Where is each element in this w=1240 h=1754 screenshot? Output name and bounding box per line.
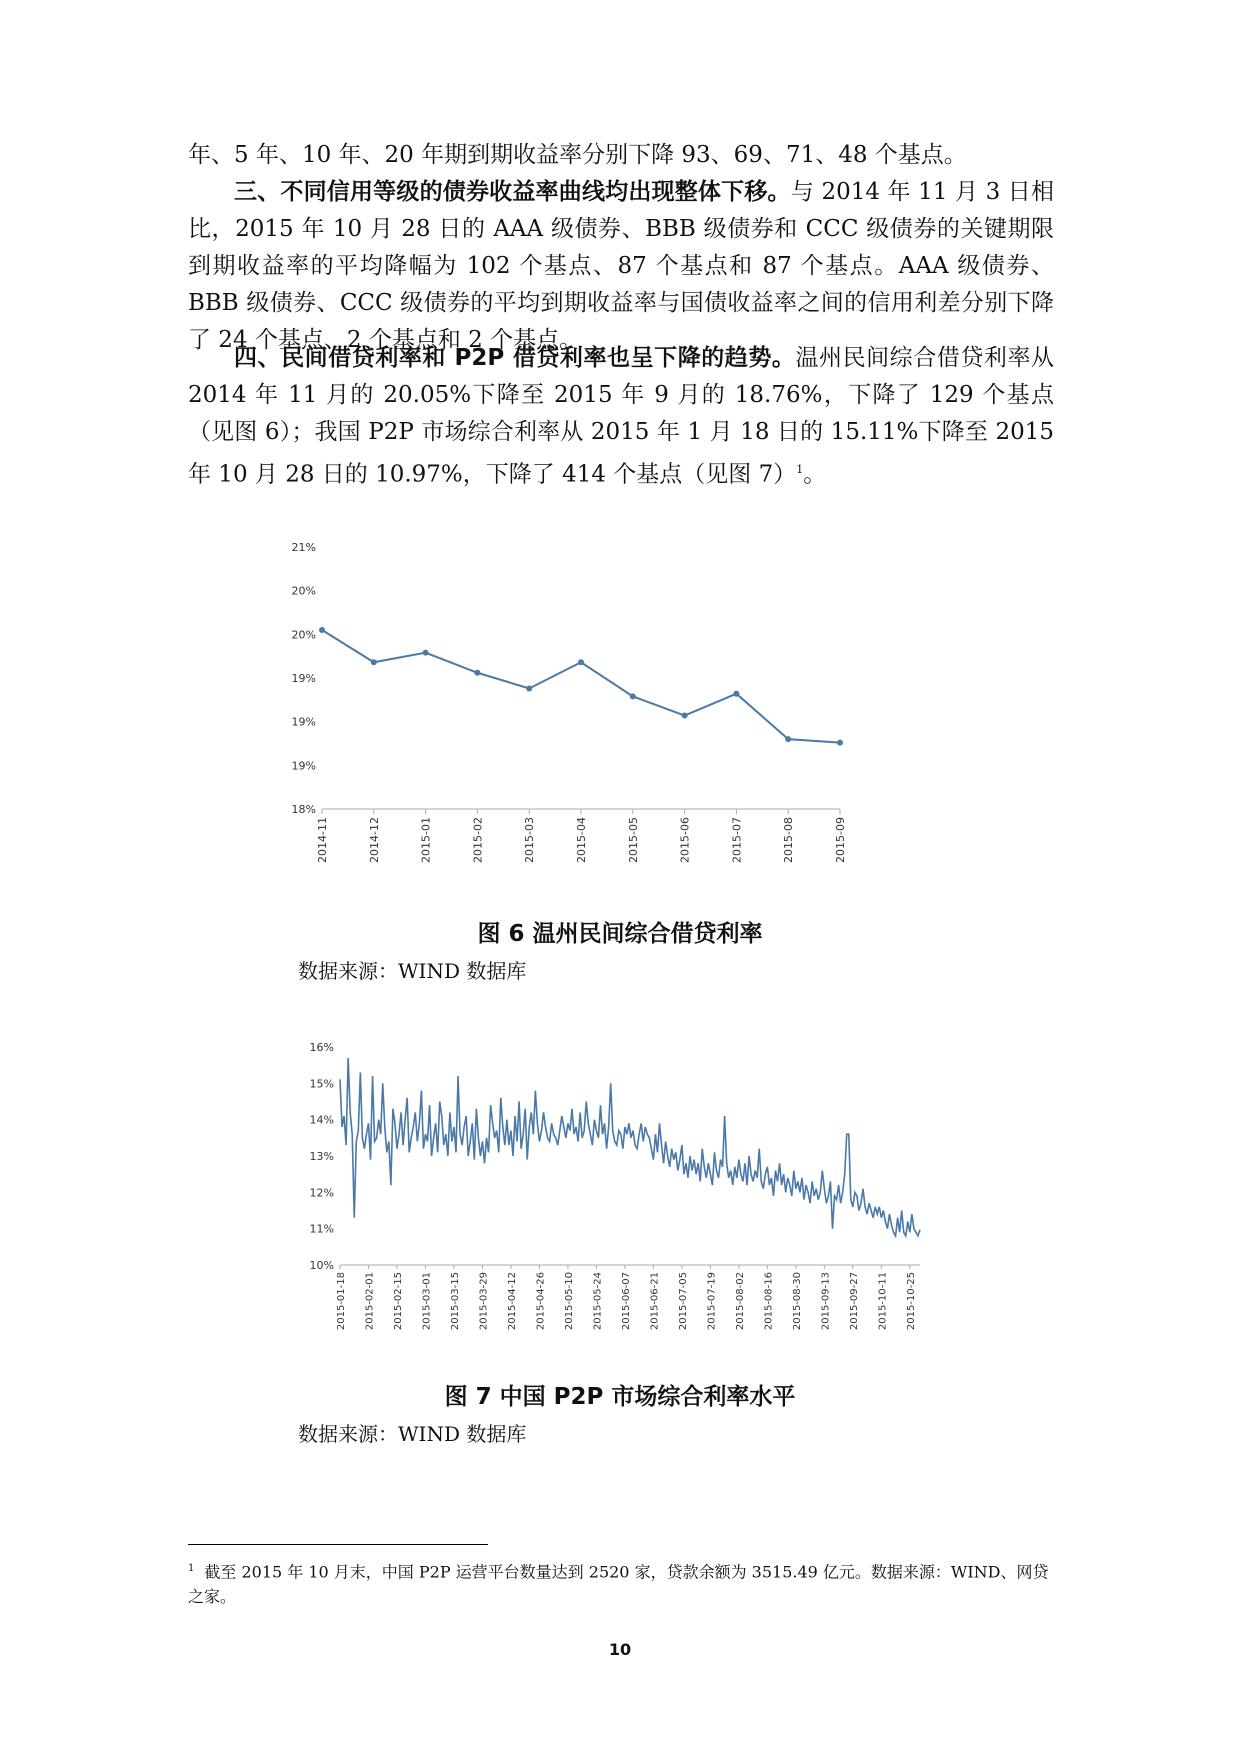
- paragraph-3-body: 温州民间综合借贷利率从 2014 年 11 月的 20.05%下降至 2015 年 9 月的 18.76%，下降了 129 个基点（见图 6）；我国 P2P 市场综合利率从 2015 年 1 月 18 日的 15.11%下降至 2015 年 10 月 28 日的 10.97%，下降了 414 个基点（见图 7）: [188, 345, 1055, 488]
- y-tick-label: 14%: [309, 1113, 334, 1127]
- paragraph-3: [188, 340, 1054, 494]
- figure-7-caption: 图 7 中国 P2P 市场综合利率水平: [444, 1384, 796, 1410]
- x-tick-label: 2015-06: [678, 817, 692, 863]
- paragraph-3-lead: 四、民间借贷利率和 P2P 借贷利率也呈下降的趋势。: [234, 345, 796, 371]
- paragraph-1: 年、5 年、10 年、20 年期到期收益率分别下降 93、69、71、48 个基点。: [188, 142, 967, 168]
- x-tick-label: 2015-04-12: [506, 1272, 518, 1331]
- paragraph-2-body: 与 2014 年 11 月 3 日相比，2015 年 10 月 28 日的 AAA 级债券、BBB 级债券和 CCC 级债券的关键期限到期收益率的平均降幅为 102 个基点、87 个基点和 87 个基点。AAA 级债券、BBB 级债券、CCC 级债券的平均到期收益率与国债收益率之间的信用利差分别下降了 24 个基点、2 个基点和 2 个基点。: [188, 179, 1055, 353]
- x-tick-label: 2015-05-10: [563, 1272, 575, 1331]
- figure-6-source: 数据来源：WIND 数据库: [298, 959, 527, 983]
- x-tick-label: 2015-07-19: [706, 1272, 718, 1331]
- y-tick-label: 15%: [309, 1077, 334, 1091]
- data-point: [371, 659, 377, 665]
- data-point: [630, 693, 636, 699]
- paragraph-2: [188, 174, 1054, 359]
- figure-6-caption: 图 6 温州民间综合借贷利率: [477, 921, 763, 947]
- y-tick-label: 18%: [291, 803, 316, 816]
- series-line: [322, 630, 840, 743]
- x-tick-label: 2015-08-16: [763, 1272, 775, 1331]
- y-tick-label: 20%: [291, 584, 316, 598]
- x-tick-label: 2015-06-21: [649, 1272, 661, 1331]
- x-tick-label: 2014-12: [367, 817, 381, 863]
- page-number: 10: [608, 1640, 632, 1659]
- x-tick-label: 2015-09-13: [820, 1272, 832, 1331]
- data-point: [526, 685, 532, 691]
- x-tick-label: 2015-03-15: [449, 1272, 461, 1331]
- x-tick-label: 2015-07-05: [677, 1272, 689, 1331]
- paragraph-2-lead: 三、不同信用等级的债券收益率曲线均出现整体下移。: [234, 179, 791, 205]
- data-point: [733, 691, 739, 697]
- data-point: [837, 740, 843, 746]
- footnote-mark: 1: [188, 1563, 195, 1574]
- x-tick-label: 2015-09-27: [848, 1272, 860, 1331]
- data-point: [682, 713, 688, 719]
- y-tick-label: 12%: [309, 1186, 334, 1200]
- y-tick-label: 19%: [291, 672, 316, 685]
- x-tick-label: 2015-02-01: [364, 1272, 376, 1331]
- figure-6-chart: [280, 535, 960, 905]
- data-point: [319, 627, 325, 633]
- x-tick-label: 2015-02: [471, 817, 485, 863]
- y-tick-label: 13%: [309, 1150, 334, 1163]
- y-tick-label: 10%: [309, 1259, 334, 1272]
- y-tick-label: 19%: [291, 759, 316, 773]
- x-tick-label: 2015-04-26: [535, 1272, 547, 1331]
- figure-7-source: 数据来源：WIND 数据库: [298, 1422, 527, 1446]
- x-tick-label: 2015-03-01: [421, 1272, 433, 1331]
- data-point: [578, 659, 584, 665]
- y-tick-label: 11%: [309, 1222, 334, 1236]
- x-tick-label: 2015-03-29: [478, 1272, 490, 1331]
- series-line: [340, 1058, 920, 1236]
- x-tick-label: 2015-08-02: [734, 1272, 746, 1331]
- footnote-rule: [188, 1544, 488, 1545]
- y-tick-label: 16%: [309, 1041, 334, 1054]
- footnote-ref: 1: [796, 463, 804, 476]
- data-point: [474, 670, 480, 676]
- data-point: [423, 650, 429, 656]
- x-tick-label: 2014-11: [316, 817, 329, 863]
- x-tick-label: 2015-10-25: [905, 1272, 917, 1331]
- y-tick-label: 19%: [291, 715, 316, 729]
- x-tick-label: 2015-08-30: [791, 1272, 803, 1331]
- data-point: [785, 736, 791, 742]
- x-tick-label: 2015-06-07: [620, 1272, 632, 1331]
- x-tick-label: 2015-07: [730, 817, 744, 863]
- footnote-text: 截至 2015 年 10 月末，中国 P2P 运营平台数量达到 2520 家，贷款余额为 3515.49 亿元。数据来源：WIND、网贷之家。: [188, 1562, 1049, 1607]
- figure-7-chart: [300, 1035, 940, 1375]
- x-tick-label: 2015-01-18: [336, 1272, 347, 1331]
- y-tick-label: 20%: [291, 628, 316, 642]
- x-tick-label: 2015-05-24: [592, 1272, 604, 1331]
- y-tick-label: 21%: [291, 541, 316, 554]
- x-tick-label: 2015-02-15: [392, 1272, 404, 1331]
- footnote: [188, 1556, 1054, 1609]
- x-tick-label: 2015-04: [575, 817, 588, 863]
- x-tick-label: 2015-08: [782, 817, 796, 863]
- x-tick-label: 2015-01: [419, 817, 433, 863]
- x-tick-label: 2015-03: [523, 817, 537, 863]
- x-tick-label: 2015-05: [626, 817, 640, 863]
- x-tick-label: 2015-09: [834, 817, 847, 863]
- paragraph-3-end: 。: [803, 461, 827, 488]
- x-tick-label: 2015-10-11: [877, 1272, 889, 1331]
